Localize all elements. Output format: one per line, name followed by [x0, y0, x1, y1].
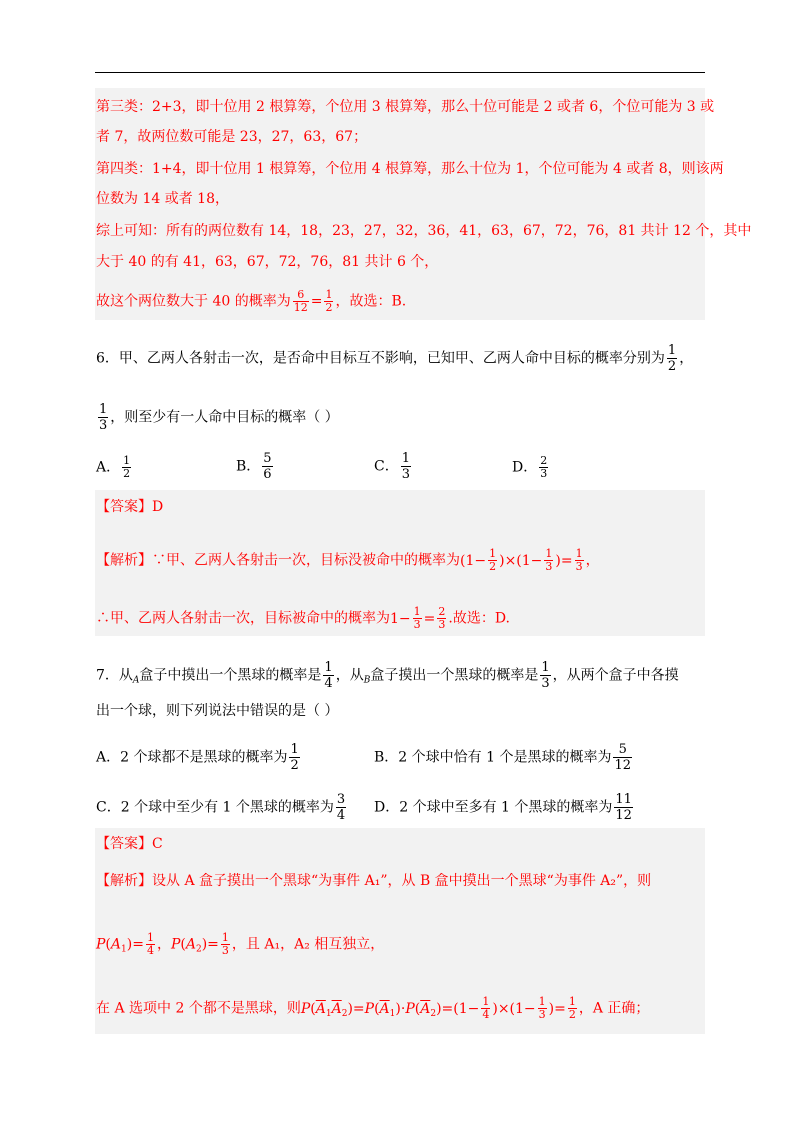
fraction: $\frac{1}{2}$ [568, 995, 576, 1021]
fraction: $\frac{1}{2}$ [123, 454, 131, 480]
fraction: $\frac{1}{3}$ [221, 931, 229, 957]
q7-stem-line-1: 7．从$_A$盒子中摸出一个黑球的概率是 $\frac{1}{4}$ ，从$_B$盒子摸出一个黑球的概率是 $\frac{1}{3}$ ，从两个盒子中各摸 [96, 660, 679, 691]
prev-line-6: 大于 40 的有 41，63，67，72，76，81 共计 6 个， [96, 254, 439, 270]
fraction: $\frac{6}{12}$ [293, 288, 308, 314]
prev-line-3: 第四类：1+4，即十位用 1 根算筹，个位用 4 根算筹，那么十位为 1，个位可能为 4 或者 8，则该两 [96, 161, 724, 177]
q7-option-d: D．2 个球中至多有 1 个黑球的概率为 $\frac{11}{12}$ [374, 792, 632, 823]
fraction: $\frac{1}{2}$ [489, 547, 497, 573]
prev-line-2: 者 7，故两位数可能是 23，27，63，67； [96, 129, 368, 145]
prev-line-4: 位数为 14 或者 18， [96, 191, 229, 207]
q6-stem-line-1: 6．甲、乙两人各射击一次，是否命中目标互不影响，已知甲、乙两人命中目标的概率分别为 $\frac{1}{2}$ ， [96, 343, 694, 374]
fraction: $\frac{1}{3}$ [538, 995, 546, 1021]
fraction: $\frac{1}{3}$ [401, 451, 410, 482]
fraction: $\frac{1}{4}$ [324, 660, 333, 691]
q6-answer: 【答案】D [96, 499, 164, 515]
q7-option-b: B．2 个球中恰有 1 个是黑球的概率为 $\frac{5}{12}$ [374, 742, 631, 773]
fraction: $\frac{1}{2}$ [667, 343, 677, 374]
fraction: $\frac{1}{3}$ [413, 605, 421, 631]
header-rule [95, 72, 705, 73]
q7-option-c: C．2 个球中至少有 1 个黑球的概率为 $\frac{3}{4}$ [96, 792, 346, 823]
prev-line-5: 综上可知：所有的两位数有 14，18，23，27，32，36，41，63，67，72，76，81 共计 12 个，其中 [96, 223, 752, 239]
fraction: $\frac{2}{3}$ [438, 605, 446, 631]
formula: (1− $\frac{1}{2}$ )×(1− $\frac{1}{3}$ )= $\frac{1}{3}$ [460, 547, 583, 573]
q6-stem-line-2: $\frac{1}{3}$ ，则至少有一人命中目标的概率（ ） [99, 402, 339, 433]
q7-analysis-line-3: 在 A 选项中 2 个都不是黑球，则$P(\overline{A}_1\overline{A}_2)=P(\overline{A}_1)\cdot P(\overline{A}_2)=(1-$ $\frac{1}{4}$ )×(1− $\frac{1}{3}$ )= $\frac{1}{2}$ ，A 正确； [96, 995, 650, 1021]
q6-analysis-line-1: 【解析】∵甲、乙两人各射击一次，目标没被命中的概率为(1− $\frac{1}{2}$ )×(1− $\frac{1}{3}$ )= $\frac{1}{3}$ ， [96, 547, 600, 573]
fraction: $\frac{2}{3}$ [540, 454, 548, 480]
formula: 1− $\frac{1}{3}$ = $\frac{2}{3}$ [390, 605, 446, 631]
q7-option-a: A．2 个球都不是黑球的概率为 $\frac{1}{2}$ [96, 742, 299, 773]
q7-stem-line-2: 出一个球，则下列说法中错误的是（ ） [96, 703, 339, 719]
formula: $P(\overline{A}_1\overline{A}_2)=P(\overline{A}_1)\cdot P(\overline{A}_2)=(1-$ $\frac{1}{4}$ )×(1− $\frac{1}{3}$ )= $\frac{1}{2}$ [300, 995, 576, 1021]
q6-analysis-line-2: ∴甲、乙两人各射击一次，目标被命中的概率为1− $\frac{1}{3}$ = $\frac{2}{3}$ .故选：D. [96, 605, 511, 631]
fraction: $\frac{5}{6}$ [263, 451, 272, 482]
q7-analysis-line-2: $P(A_1)=$ $\frac{1}{4}$ ，$P(A_2)=$ $\frac{1}{3}$ ，且 A₁，A₂ 相互独立， [96, 931, 385, 957]
prev-line-7: 故这个两位数大于 40 的概率为 $\frac{6}{12}$ = $\frac{1}{2}$ ，故选：B. [96, 288, 407, 314]
q6-option-c: C． $\frac{1}{3}$ [374, 451, 410, 482]
fraction: $\frac{1}{3}$ [99, 402, 108, 433]
fraction: $\frac{1}{2}$ [325, 288, 333, 314]
q6-option-a: A． $\frac{1}{2}$ [96, 454, 131, 480]
fraction: $\frac{3}{4}$ [336, 792, 346, 823]
fraction: $\frac{1}{2}$ [290, 742, 299, 773]
q7-analysis-line-1: 【解析】设从 A 盒子摸出一个黑球“为事件 A₁”，从 B 盒中摸出一个黑球“为事件 A₂”，则 [96, 873, 652, 889]
fraction: $\frac{11}{12}$ [615, 792, 632, 823]
fraction: $\frac{1}{3}$ [575, 547, 583, 573]
formula: P [96, 936, 106, 953]
fraction: $\frac{1}{4}$ [146, 931, 154, 957]
fraction: $\frac{1}{4}$ [482, 995, 490, 1021]
fraction: $\frac{1}{3}$ [541, 660, 550, 691]
fraction: $\frac{5}{12}$ [614, 742, 631, 773]
fraction: $\frac{1}{3}$ [545, 547, 553, 573]
prev-line-1: 第三类：2+3，即十位用 2 根算筹，个位用 3 根算筹，那么十位可能是 2 或者 6，个位可能为 3 或 [96, 99, 715, 115]
q7-answer: 【答案】C [96, 836, 163, 852]
q6-option-d: D． $\frac{2}{3}$ [512, 454, 548, 480]
q6-option-b: B． $\frac{5}{6}$ [236, 451, 272, 482]
